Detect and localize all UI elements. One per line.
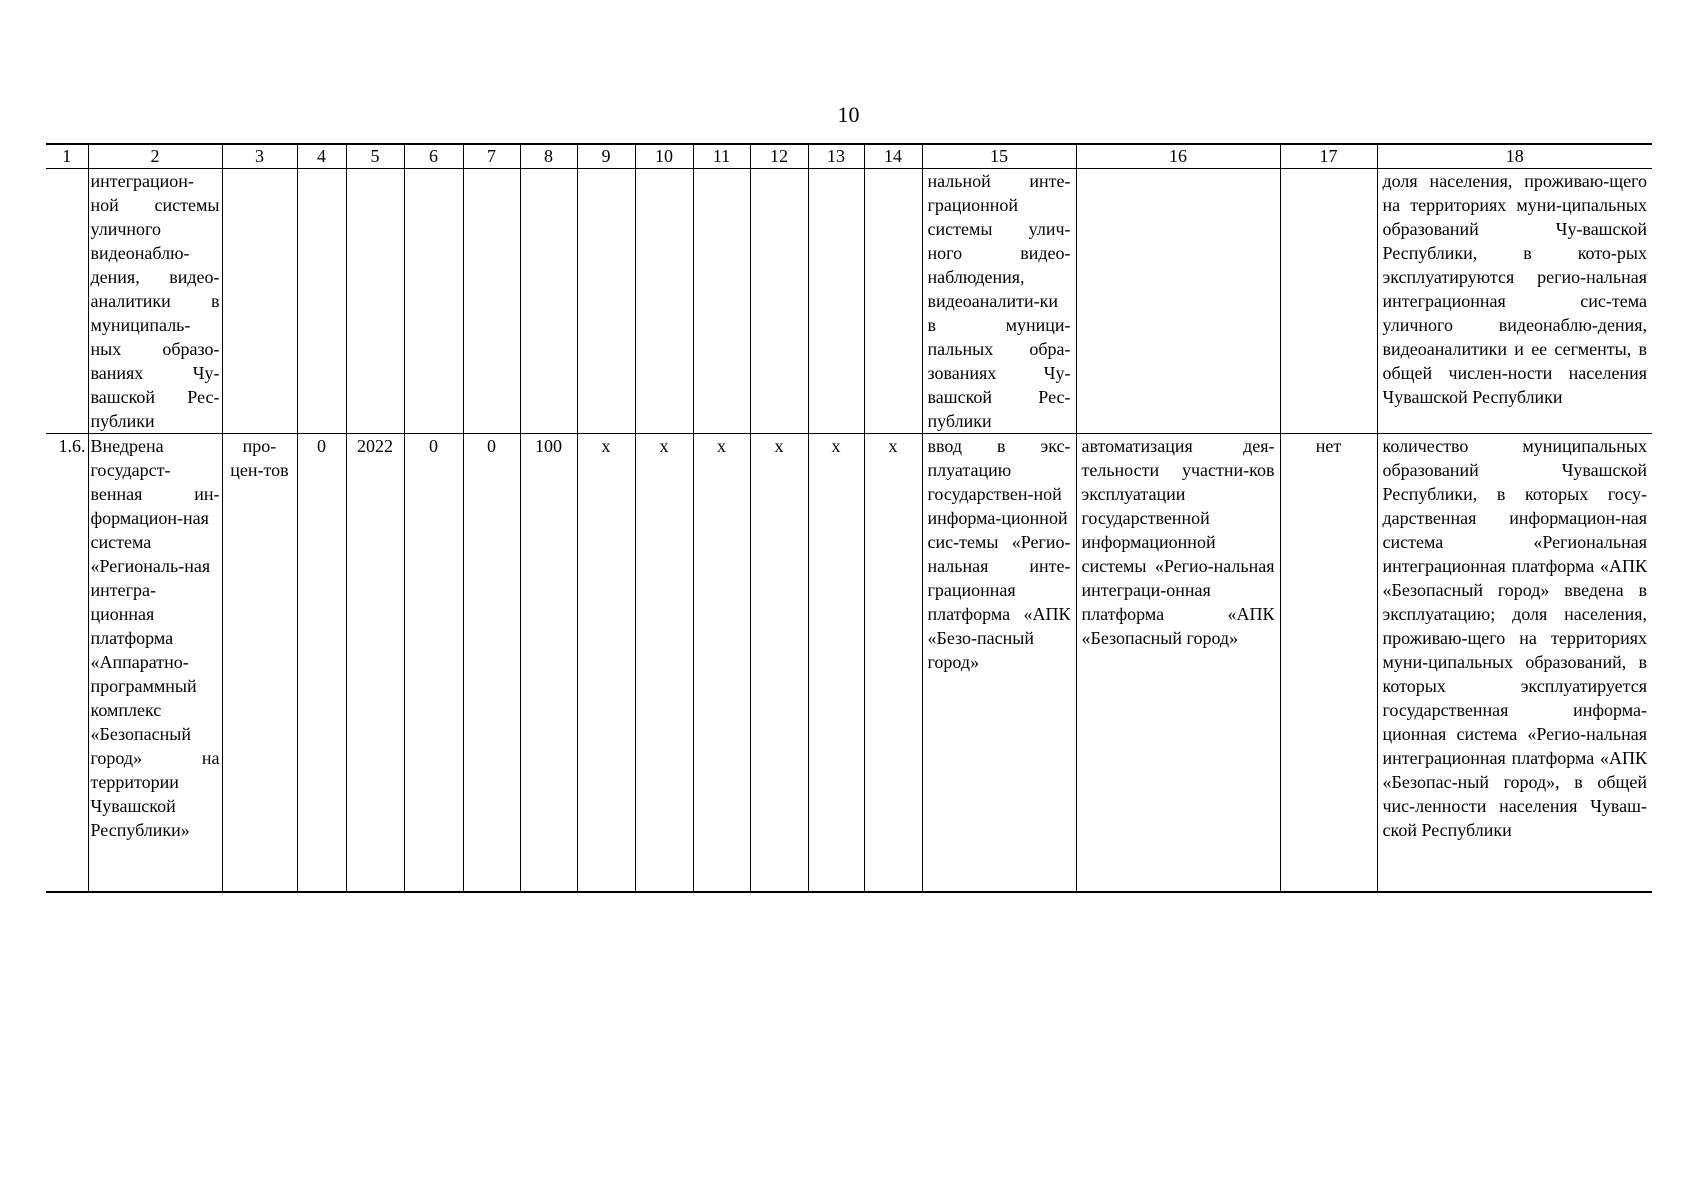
table-row [46,434,1652,892]
table-cell [520,169,577,434]
table-cell-effect: автоматизация дея-тельности участни-ков эксплуатации государственной информационной системы «Регио-нальная интеграци-онная платформа «АПК «Безопасный город» [1076,434,1280,892]
table-cell [808,169,864,434]
table-cell: 0 [463,434,520,892]
table-cell-unit: про-цен-тов [222,434,297,892]
table-cell [222,169,297,434]
column-header: 4 [297,144,346,169]
column-header: 9 [577,144,635,169]
table-cell-risk: нет [1280,434,1377,892]
column-number-row [46,144,1652,169]
page-number: 10 [837,102,860,127]
table-cell [750,169,808,434]
table-cell-result: нальной инте-грационной системы улич-ного видео-наблюдения, видеоаналити-ки в муници-пальных обра-зованиях Чу-вашской Рес-публики [922,169,1076,434]
table-cell: 0 [404,434,463,892]
column-header: 17 [1280,144,1377,169]
column-header: 3 [222,144,297,169]
table-cell: х [750,434,808,892]
table-cell: х [864,434,922,892]
column-header: 18 [1377,144,1652,169]
column-header: 16 [1076,144,1280,169]
column-header: 14 [864,144,922,169]
column-header: 12 [750,144,808,169]
table-cell: 100 [520,434,577,892]
table-cell-number: 1.6. [46,434,88,892]
column-header: 7 [463,144,520,169]
indicators-table [46,143,1652,893]
column-header: 10 [635,144,693,169]
table-cell [463,169,520,434]
table-cell-indicator: количество муниципальных образований Чувашской Республики, в которых госу-дарственная информацион-ная система «Региональная интеграционная платформа «АПК «Безопасный город» введена в эксплуатацию; доля населения, проживаю-щего на территориях муни-ципальных образований, в которых эксплуатируется государственная информа-ционная система «Регио-нальная интеграционная платформа «АПК «Безопас-ный город», в общей чис-ленности населения Чуваш-ской Республики [1377,434,1652,892]
column-header: 2 [88,144,222,169]
table-cell: х [577,434,635,892]
column-header: 6 [404,144,463,169]
table-cell [635,169,693,434]
table-cell-number [46,169,88,434]
table-cell: х [808,434,864,892]
table-cell: х [693,434,750,892]
column-header: 5 [346,144,404,169]
table-cell [297,169,346,434]
column-header: 8 [520,144,577,169]
table-cell-name: Внедрена государст-венная ин-формацион-ная система «Региональ-ная интегра-ционная платформа «Аппаратно-программный комплекс «Безопасный город» на территории Чувашской Республики» [88,434,222,892]
table-cell-indicator: доля населения, проживаю-щего на территориях муни-ципальных образований Чу-вашской Республики, в кото-рых эксплуатируются регио-нальная интеграционная сис-тема уличного видеонаблю-дения, видеоаналитики и ее сегменты, в общей числен-ности населения Чувашской Республики [1377,169,1652,434]
table-cell [577,169,635,434]
table-cell-year: 2022 [346,434,404,892]
table-cell [693,169,750,434]
table-cell [346,169,404,434]
table-cell: х [635,434,693,892]
table-cell [404,169,463,434]
table-row [46,169,1652,434]
table-cell [1280,169,1377,434]
table-cell-result: ввод в экс-плуатацию государствен-ной информа-ционной сис-темы «Регио-нальная инте-грационная платформа «АПК «Безо-пасный город» [922,434,1076,892]
column-header: 15 [922,144,1076,169]
table-cell [864,169,922,434]
table-cell-name: интеграцион-ной системы уличного видеонаблю-дения, видео-аналитики в муниципаль-ных образо-ваниях Чу-вашской Рес-публики [88,169,222,434]
table-cell-effect [1076,169,1280,434]
column-header: 1 [46,144,88,169]
column-header: 11 [693,144,750,169]
column-header: 13 [808,144,864,169]
table-cell: 0 [297,434,346,892]
